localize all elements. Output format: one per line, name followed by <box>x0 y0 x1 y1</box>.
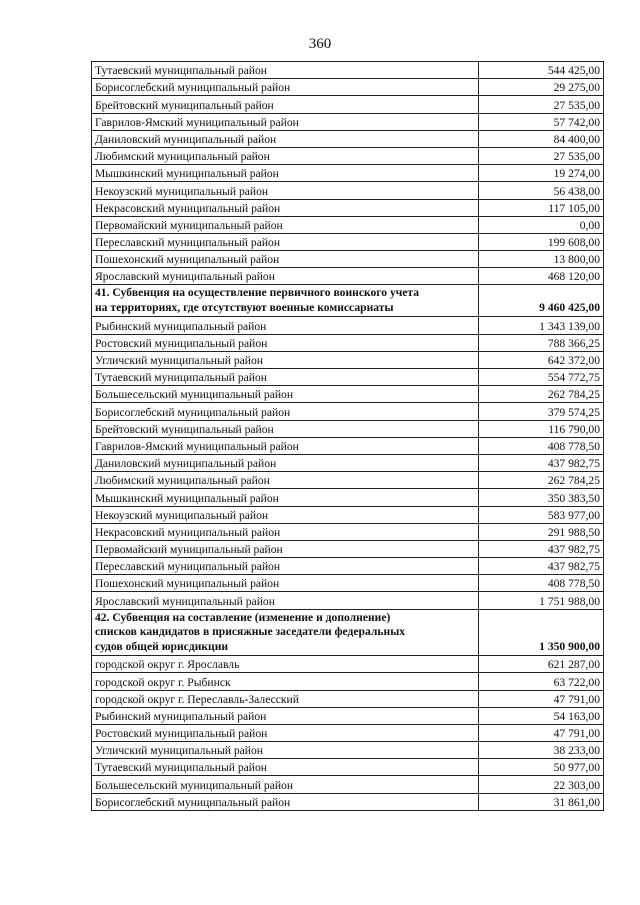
table-row <box>92 489 604 506</box>
amount-value: 50 977,00 <box>479 759 604 776</box>
district-name: Угличский муниципальный район <box>92 351 479 368</box>
table-row <box>92 62 604 79</box>
district-name: Тутаевский муниципальный район <box>92 369 479 386</box>
district-name: городской округ г. Переславль-Залесский <box>92 690 479 707</box>
table-row <box>92 523 604 540</box>
table-row <box>92 113 604 130</box>
amount-value: 379 574,25 <box>479 403 604 420</box>
table-row <box>92 79 604 96</box>
table-row <box>92 540 604 557</box>
table-row <box>92 690 604 707</box>
section-header-row <box>92 609 604 656</box>
table-row <box>92 575 604 592</box>
amount-value: 0,00 <box>479 216 604 233</box>
amount-value: 116 790,00 <box>479 420 604 437</box>
district-name: Пошехонский муниципальный район <box>92 251 479 268</box>
district-name: Борисоглебский муниципальный район <box>92 793 479 810</box>
district-name: Любимский муниципальный район <box>92 472 479 489</box>
amount-value: 84 400,00 <box>479 130 604 147</box>
district-name: Тутаевский муниципальный район <box>92 62 479 79</box>
table-row <box>92 182 604 199</box>
amount-value: 437 982,75 <box>479 558 604 575</box>
district-name: Некрасовский муниципальный район <box>92 199 479 216</box>
district-name: Мышкинский муниципальный район <box>92 489 479 506</box>
subvention-table <box>91 61 604 811</box>
section-total-amount: 9 460 425,00 <box>479 285 604 317</box>
amount-value: 47 791,00 <box>479 724 604 741</box>
amount-value: 1 343 139,00 <box>479 317 604 334</box>
table-row <box>92 165 604 182</box>
district-name: Ростовский муниципальный район <box>92 334 479 351</box>
table-row <box>92 793 604 810</box>
table-row <box>92 403 604 420</box>
district-name: Борисоглебский муниципальный район <box>92 79 479 96</box>
table-row <box>92 351 604 368</box>
district-name: городской округ г. Рыбинск <box>92 673 479 690</box>
section-title-line: списков кандидатов в присяжные заседатели федеральных <box>95 625 406 639</box>
section-title-line: судов общей юрисдикции <box>95 639 229 653</box>
table-row <box>92 707 604 724</box>
amount-value: 262 784,25 <box>479 472 604 489</box>
district-name: Некрасовский муниципальный район <box>92 523 479 540</box>
district-name: Рыбинский муниципальный район <box>92 707 479 724</box>
amount-value: 350 383,50 <box>479 489 604 506</box>
amount-value: 199 608,00 <box>479 233 604 250</box>
section-title-line: 42. Субвенция на составление (изменение и дополнение) <box>95 610 391 624</box>
table-row <box>92 558 604 575</box>
district-name: Переславский муниципальный район <box>92 558 479 575</box>
district-name: Ярославский муниципальный район <box>92 592 479 609</box>
amount-value: 47 791,00 <box>479 690 604 707</box>
table-row <box>92 420 604 437</box>
amount-value: 554 772,75 <box>479 369 604 386</box>
amount-value: 63 722,00 <box>479 673 604 690</box>
table-row <box>92 656 604 673</box>
amount-value: 437 982,75 <box>479 540 604 557</box>
table-row <box>92 472 604 489</box>
district-name: Гаврилов-Ямский муниципальный район <box>92 437 479 454</box>
table-row <box>92 96 604 113</box>
amount-value: 27 535,00 <box>479 96 604 113</box>
district-name: Тутаевский муниципальный район <box>92 759 479 776</box>
section-title-line: на территориях, где отсутствуют военные комиссариаты <box>95 300 394 314</box>
amount-value: 19 274,00 <box>479 165 604 182</box>
amount-value: 583 977,00 <box>479 506 604 523</box>
section-title <box>92 609 479 656</box>
amount-value: 262 784,25 <box>479 386 604 403</box>
district-name: Даниловский муниципальный район <box>92 454 479 471</box>
subvention-table-body <box>92 62 604 811</box>
district-name: Брейтовский муниципальный район <box>92 96 479 113</box>
amount-value: 31 861,00 <box>479 793 604 810</box>
amount-value: 642 372,00 <box>479 351 604 368</box>
amount-value: 57 742,00 <box>479 113 604 130</box>
amount-value: 56 438,00 <box>479 182 604 199</box>
district-name: Ростовский муниципальный район <box>92 724 479 741</box>
amount-value: 29 275,00 <box>479 79 604 96</box>
table-row <box>92 742 604 759</box>
district-name: Гаврилов-Ямский муниципальный район <box>92 113 479 130</box>
amount-value: 13 800,00 <box>479 251 604 268</box>
table-row <box>92 673 604 690</box>
table-row <box>92 724 604 741</box>
table-row <box>92 592 604 609</box>
district-name: Переславский муниципальный район <box>92 233 479 250</box>
amount-value: 22 303,00 <box>479 776 604 793</box>
section-title-line: 41. Субвенция на осуществление первичного воинского учета <box>95 286 420 300</box>
district-name: Рыбинский муниципальный район <box>92 317 479 334</box>
page-number: 360 <box>308 36 332 52</box>
amount-value: 408 778,50 <box>479 437 604 454</box>
district-name: Некоузский муниципальный район <box>92 506 479 523</box>
table-row <box>92 317 604 334</box>
amount-value: 291 988,50 <box>479 523 604 540</box>
district-name: Большесельский муниципальный район <box>92 776 479 793</box>
table-row <box>92 130 604 147</box>
amount-value: 468 120,00 <box>479 268 604 285</box>
table-row <box>92 199 604 216</box>
section-title <box>92 285 479 317</box>
table-row <box>92 454 604 471</box>
district-name: городской округ г. Ярославль <box>92 656 479 673</box>
table-row <box>92 147 604 164</box>
amount-value: 54 163,00 <box>479 707 604 724</box>
table-row <box>92 251 604 268</box>
district-name: Брейтовский муниципальный район <box>92 420 479 437</box>
district-name: Большесельский муниципальный район <box>92 386 479 403</box>
table-row <box>92 437 604 454</box>
table-row <box>92 759 604 776</box>
section-total-amount: 1 350 900,00 <box>479 609 604 656</box>
amount-value: 621 287,00 <box>479 656 604 673</box>
amount-value: 27 535,00 <box>479 147 604 164</box>
district-name: Некоузский муниципальный район <box>92 182 479 199</box>
table-row <box>92 216 604 233</box>
table-row <box>92 386 604 403</box>
table-row <box>92 369 604 386</box>
table-row <box>92 506 604 523</box>
amount-value: 788 366,25 <box>479 334 604 351</box>
district-name: Даниловский муниципальный район <box>92 130 479 147</box>
amount-value: 408 778,50 <box>479 575 604 592</box>
section-header-row <box>92 285 604 317</box>
district-name: Ярославский муниципальный район <box>92 268 479 285</box>
amount-value: 117 105,00 <box>479 199 604 216</box>
district-name: Первомайский муниципальный район <box>92 540 479 557</box>
district-name: Первомайский муниципальный район <box>92 216 479 233</box>
table-row <box>92 334 604 351</box>
district-name: Борисоглебский муниципальный район <box>92 403 479 420</box>
table-row <box>92 268 604 285</box>
amount-value: 1 751 988,00 <box>479 592 604 609</box>
amount-value: 38 233,00 <box>479 742 604 759</box>
amount-value: 544 425,00 <box>479 62 604 79</box>
table-row <box>92 233 604 250</box>
district-name: Угличский муниципальный район <box>92 742 479 759</box>
amount-value: 437 982,75 <box>479 454 604 471</box>
district-name: Пошехонский муниципальный район <box>92 575 479 592</box>
district-name: Любимский муниципальный район <box>92 147 479 164</box>
district-name: Мышкинский муниципальный район <box>92 165 479 182</box>
table-row <box>92 776 604 793</box>
